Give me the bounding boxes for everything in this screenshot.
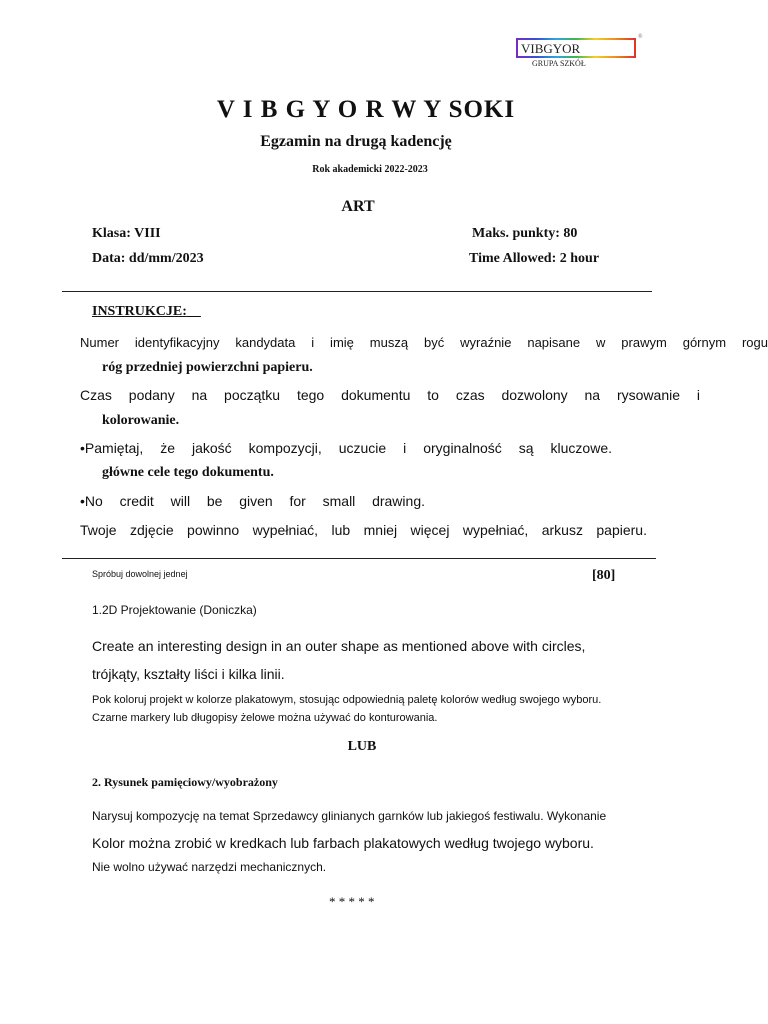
instruction-line-1: Numer identyfikacyjny kandydata i imię muszą być wyraźnie napisane w prawym górnym rogu	[80, 335, 768, 350]
section-points: [80]	[592, 568, 616, 583]
question-2-line-2: Kolor można zrobić w kredkach lub farbach plakatowych według twojego wyboru.	[92, 835, 594, 851]
question-1-line-4: Czarne markery lub długopisy żelowe można używać do konturowania.	[92, 712, 438, 724]
question-2-line-1: Narysuj kompozycję na temat Sprzedawcy glinianych garnków lub jakiegoś festiwalu. Wykonanie	[92, 809, 607, 823]
end-marker: * * * * *	[329, 894, 375, 909]
logo-name: VIBGYOR	[521, 41, 581, 56]
academic-year: Rok akademicki 2022-2023	[312, 164, 428, 175]
exam-title: Egzamin na drugą kadencję	[260, 133, 452, 150]
question-1-line-3: Pok koloruj projekt w kolorze plakatowym, stosując odpowiednią paletę kolorów według swojego wyboru.	[92, 694, 602, 706]
divider	[62, 291, 652, 292]
instruction-line-1b: róg przedniej powierzchni papieru.	[102, 360, 313, 375]
question-1-line-1: Create an interesting design in an outer shape as mentioned above with circles,	[92, 638, 586, 654]
registered-mark: ®	[638, 34, 643, 40]
logo-subtitle: GRUPA SZKÓŁ	[532, 59, 586, 68]
subject-title: ART	[341, 198, 375, 215]
instruction-line-3b: główne cele tego dokumentu.	[102, 465, 274, 480]
attempt-note: Spróbuj dowolnej jednej	[92, 569, 188, 579]
instruction-line-5: Twoje zdjęcie powinno wypełniać, lub mniej więcej wypełniać, arkusz papieru.	[80, 522, 647, 538]
school-logo	[516, 38, 636, 58]
question-1-title: 1.2D Projektowanie (Doniczka)	[92, 603, 257, 617]
instructions-heading: INSTRUKCJE:	[92, 304, 187, 319]
instruction-line-2b: kolorowanie.	[102, 413, 180, 428]
time-allowed-label: Time Allowed: 2 hour	[469, 251, 600, 266]
class-label: Klasa: VIII	[92, 226, 161, 241]
or-separator: LUB	[347, 739, 377, 754]
instruction-line-4: •No credit will be given for small drawing.	[80, 493, 425, 509]
max-points-label: Maks. punkty: 80	[472, 226, 578, 241]
school-title: V I B G Y O R W Y SOKI	[216, 96, 516, 123]
question-2-title: 2. Rysunek pamięciowy/wyobrażony	[92, 775, 278, 789]
instruction-line-3: •Pamiętaj, że jakość kompozycji, uczucie i oryginalność są kluczowe.	[80, 440, 612, 456]
instruction-line-2: Czas podany na początku tego dokumentu to czas dozwolony na rysowanie i	[80, 387, 700, 403]
question-2-line-3: Nie wolno używać narzędzi mechanicznych.	[92, 860, 327, 874]
date-label: Data: dd/mm/2023	[92, 251, 204, 266]
question-1-line-2: trójkąty, kształty liści i kilka linii.	[92, 666, 285, 682]
divider	[62, 558, 656, 559]
